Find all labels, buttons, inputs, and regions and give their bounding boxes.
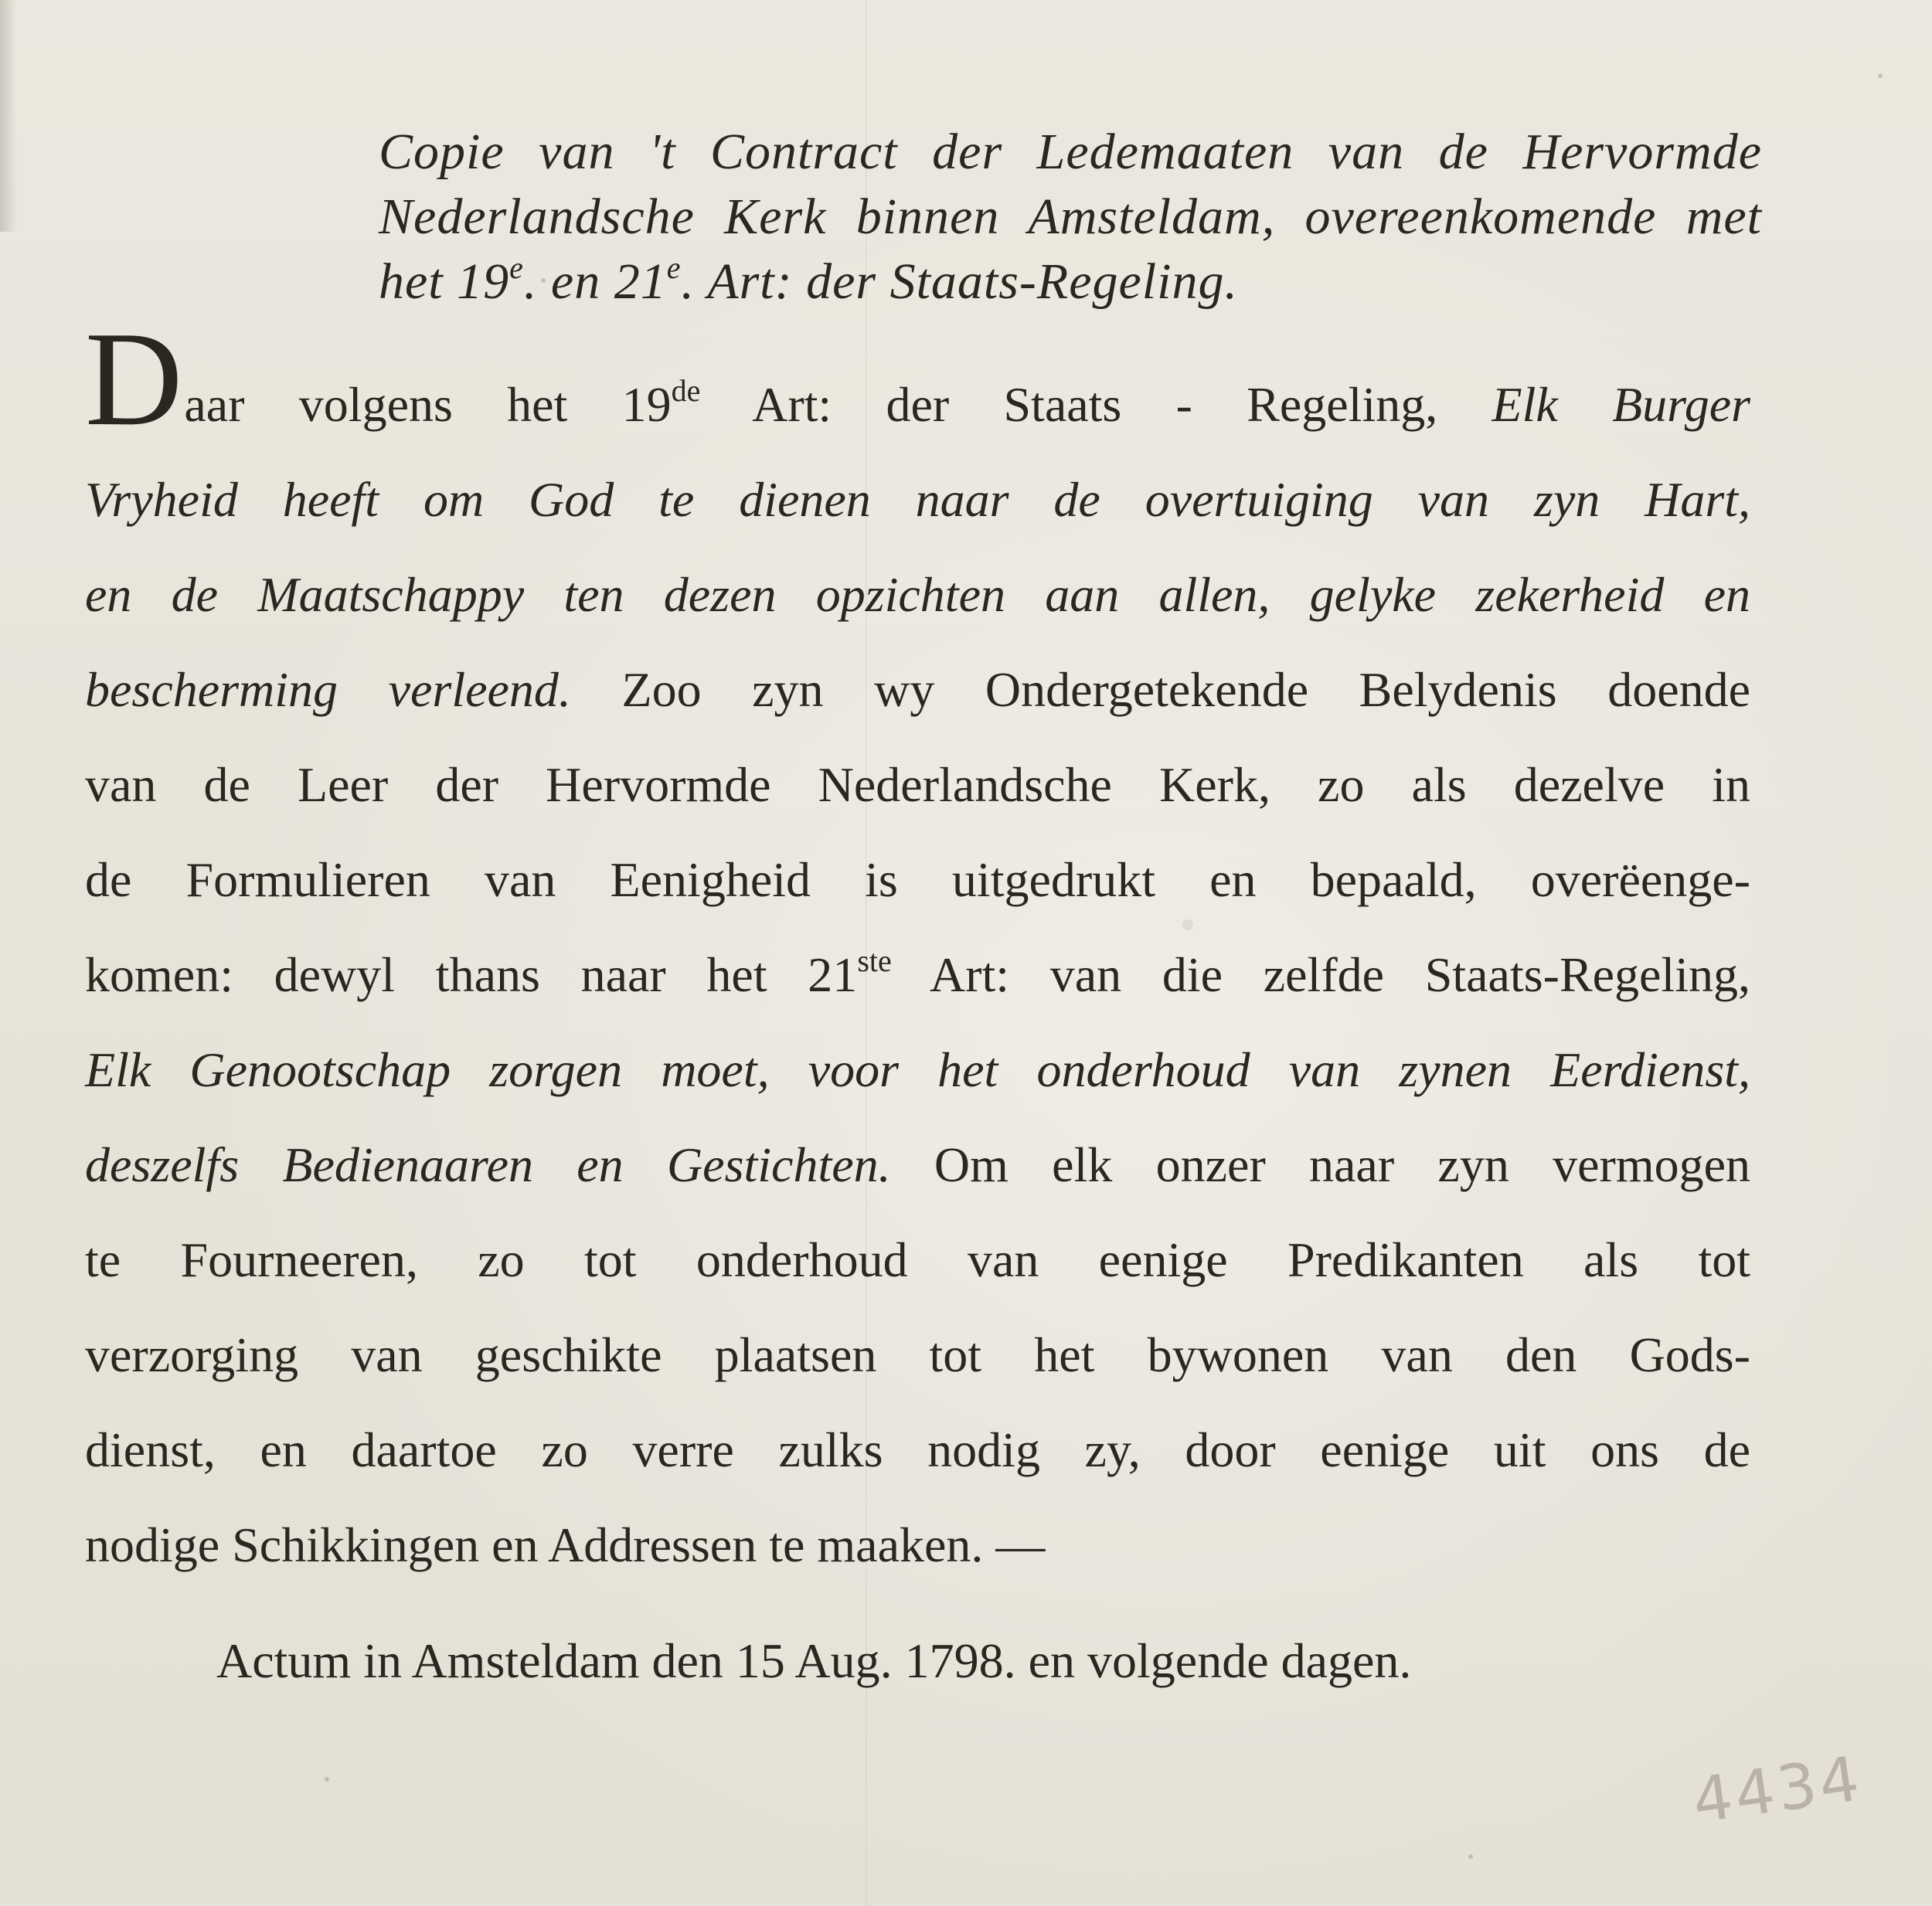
heading-line-3 <box>379 250 1762 314</box>
paper-edge <box>0 0 17 232</box>
body-line-1-sup: de <box>671 373 701 408</box>
body-line-4-b: Zoo zyn wy Ondergetekende Belydenis doende <box>570 662 1751 717</box>
body-line-1-italic: Elk Burger <box>1492 377 1751 432</box>
pencil-inventory-number: 4434 <box>1688 1742 1866 1837</box>
body-line-1-a: aar volgens het 19 <box>184 377 672 432</box>
heading <box>379 120 1762 314</box>
paper-speck <box>325 1777 329 1782</box>
heading-line-3-pre: het 19 <box>379 253 510 310</box>
body-line-3: en de Maatschappy ten dezen opzichten aan allen, gelyke zekerheid en <box>85 567 1750 622</box>
body-line-7-b: Art: van die zelfde Staats-Regeling, <box>891 947 1750 1002</box>
body-line-7-sup: ste <box>857 943 892 978</box>
body-line-13: nodige Schikkingen en Addressen te maaken. — <box>85 1517 1046 1572</box>
body-paragraph <box>85 304 1751 1592</box>
body-line-12: dienst, en daartoe zo verre zulks nodig zy, door eenige uit ons de <box>85 1422 1750 1477</box>
heading-sup-2: e <box>666 250 682 285</box>
drop-cap: D <box>85 304 183 454</box>
body-line-10: te Fourneeren, zo tot onderhoud van eenige Predikanten als tot <box>85 1232 1750 1287</box>
body-line-1 <box>85 304 1751 454</box>
paper-speck <box>1468 1854 1473 1859</box>
body-line-9-b: Om elk onzer naar zyn vermogen <box>890 1137 1750 1192</box>
paper-speck <box>1878 73 1883 78</box>
paper-speck <box>1182 919 1193 930</box>
heading-sup-1: e <box>509 250 524 285</box>
paper-speck <box>541 278 546 283</box>
heading-line-3-mid: . en 21 <box>523 253 667 310</box>
body-line-1-b: Art: der Staats - Regeling, <box>700 377 1492 432</box>
heading-line-3-post: . Art: der Staats-Regeling. <box>681 253 1238 310</box>
body-line-11: verzorging van geschikte plaatsen tot het bywonen van den Gods- <box>85 1327 1750 1382</box>
body-line-4-italic: bescherming verleend. <box>85 662 571 717</box>
body-line-6: de Formulieren van Eenigheid is uitgedrukt en bepaald, overëenge- <box>85 852 1750 907</box>
body-line-4 <box>85 642 1750 737</box>
body-line-5: van de Leer der Hervormde Nederlandsche Kerk, zo als dezelve in <box>85 757 1750 812</box>
body-line-7-a: komen: dewyl thans naar het 21 <box>85 947 858 1002</box>
body-line-7 <box>85 927 1750 1022</box>
body-line-9 <box>85 1117 1750 1212</box>
body-line-8: Elk Genootschap zorgen moet, voor het onderhoud van zynen Eerdienst, <box>85 1042 1750 1097</box>
heading-line-1: Copie van 't Contract der Ledemaaten van de Hervormde <box>379 124 1762 180</box>
body-line-2: Vryheid heeft om God te dienen naar de overtuiging van zyn Hart, <box>85 472 1750 527</box>
body-line-9-italic: deszelfs Bedienaaren en Gestichten. <box>85 1137 891 1192</box>
actum-line: Actum in Amsteldam den 15 Aug. 1798. en volgende dagen. <box>216 1633 1412 1688</box>
heading-line-2: Nederlandsche Kerk binnen Amsteldam, overeenkomende met <box>379 189 1762 245</box>
